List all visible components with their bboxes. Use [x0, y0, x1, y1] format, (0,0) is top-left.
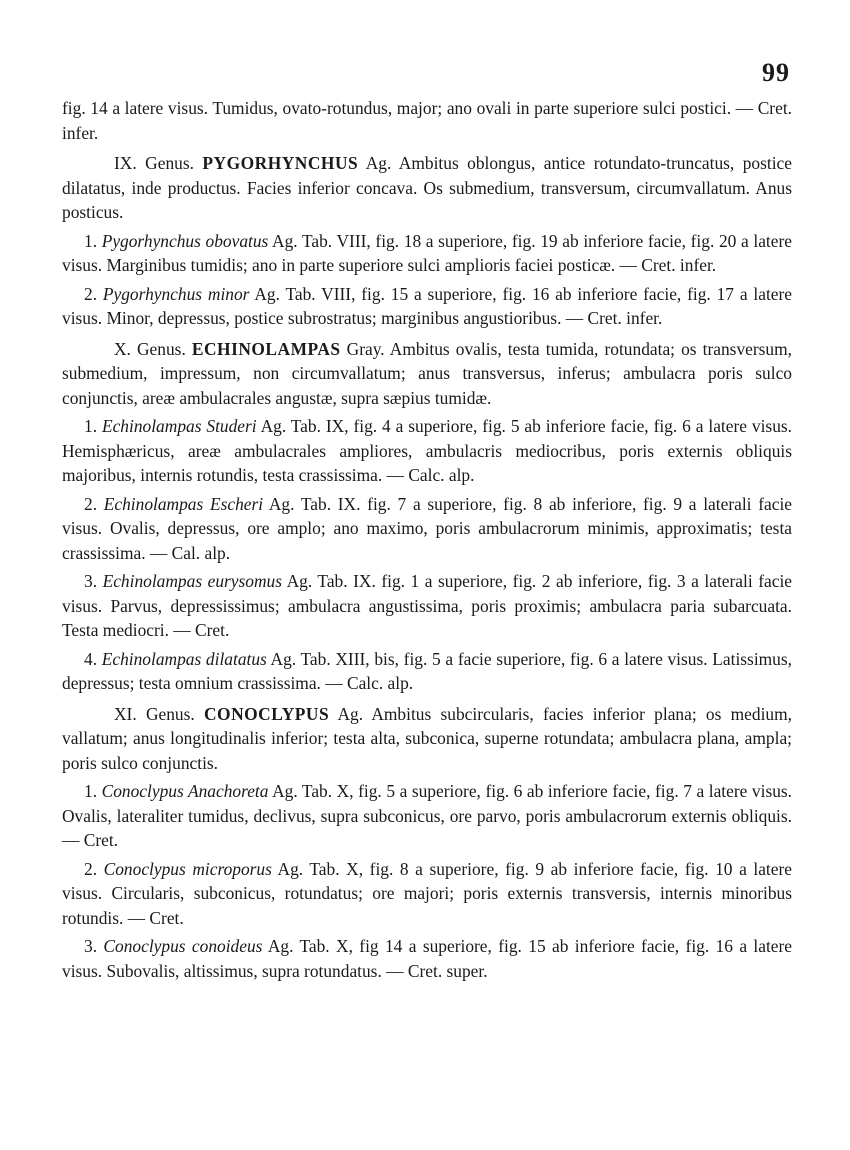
continuation-paragraph [62, 96, 792, 145]
genus-paragraph [62, 337, 792, 411]
paragraph-text: Ag. Tab. IX, fig. 4 a superiore, fig. 5 ab inferiore facie, fig. 6 a latere visus. Hemisphæricus, areæ ambulacrales ampliores, ambulacris mediocribus, poris externis obliquis majoribus, internis rotundis, testa crassissima. — Calc. alp. [62, 416, 793, 485]
species-paragraph [62, 857, 792, 931]
paragraph-text: Ag. Ambitus oblongus, antice rotundato-truncatus, postice dilatatus, inde productus. Facies inferior concava. Os submedium, transversum, circumvallatum. Anus posticus. [62, 153, 792, 222]
species-paragraph [62, 934, 792, 983]
paragraph-text: 4. [84, 648, 102, 669]
paragraph-text: Ag. Tab. X, fig 14 a superiore, fig. 15 ab inferiore facie, fig. 16 a latere visus. Subovalis, altissimus, supra rotundatus. — Cret. super. [62, 936, 793, 981]
paragraph-text: X. Genus. [114, 338, 192, 359]
paragraph-text: Ag. Tab. VIII, fig. 18 a superiore, fig. 19 ab inferiore facie, fig. 20 a latere visus. Marginibus tumidis; ano in parte superiore sulci amplioris faciei posticæ. — Cret. infer. [62, 230, 792, 275]
species-paragraph [62, 647, 792, 696]
species-name: Echinolampas eurysomus [102, 571, 283, 591]
species-name: Conoclypus conoideus [103, 936, 263, 956]
paragraph-text: Ag. Tab. XIII, bis, fig. 5 a facie superiore, fig. 6 a latere visus. Latissimus, depressus; testa omnium crassissima. — Calc. alp. [62, 648, 792, 693]
species-name: Conoclypus Anachoreta [101, 781, 269, 801]
species-paragraph [62, 229, 792, 278]
genus-paragraph [62, 702, 792, 776]
paragraph-text: 1. [84, 781, 102, 801]
page-body [62, 96, 792, 987]
paragraph-text: Gray. Ambitus ovalis, testa tumida, rotundata; os transversum, submedium, impressum, non circumvallatum; anus transversus, inferus; ambulacra poris sulco conjunctis, areæ ambulacrales angustæ, supra sæpius tumidæ. [62, 338, 792, 408]
paragraph-text: Ag. Tab. VIII, fig. 15 a superiore, fig. 16 ab inferiore facie, fig. 17 a latere visus. Minor, depressus, postice subrostratus; marginibus angustioribus. — Cret. infer. [62, 283, 793, 328]
genus-paragraph [62, 151, 792, 225]
genus-name: CONOCLYPUS [204, 703, 330, 724]
species-name: Echinolampas Studeri [101, 416, 257, 436]
paragraph-text: Ag. Ambitus subcircularis, facies inferior plana; os medium, vallatum; anus longitudinalis inferior; testa alta, subconica, superne rotundata; ambulacra plana, ampla; poris sulco conjunctis. [62, 703, 792, 773]
paragraph-text: fig. 14 a latere visus. Tumidus, ovato-rotundus, major; ano ovali in parte superiore sulci postici. — Cret. infer. [62, 98, 792, 143]
paragraph-text: 1. [84, 230, 102, 251]
species-name: Echinolampas dilatatus [101, 648, 267, 669]
paragraph-text: 2. [84, 493, 104, 514]
species-paragraph [62, 282, 792, 331]
paragraph-text: Ag. Tab. IX. fig. 7 a superiore, fig. 8 ab inferiore, fig. 9 a laterali facie visus. Ovalis, depressus, ore amplo; ano maximo, poris ambulacrorum minimis, approximatis; testa crassissima. — Cal. alp. [62, 493, 792, 563]
species-paragraph [62, 492, 792, 566]
paragraph-text: Ag. Tab. X, fig. 5 a superiore, fig. 6 ab inferiore facie, fig. 7 a latere visus. Ovalis, lateraliter tumidus, declivus, supra subconicus, ore parvo, poris ambulacrorum externis obliquis. — Cret. [62, 781, 793, 850]
paragraph-text: 2. [84, 858, 104, 879]
genus-name: PYGORHYNCHUS [202, 153, 359, 173]
paragraph-text: 3. [84, 936, 104, 956]
species-paragraph [62, 779, 792, 853]
species-paragraph [62, 414, 792, 488]
paragraph-text: IX. Genus. [114, 153, 203, 173]
species-name: Conoclypus microporus [103, 858, 272, 879]
species-paragraph [62, 569, 792, 643]
genus-name: ECHINOLAMPAS [191, 338, 341, 359]
paragraph-text: 2. [84, 283, 103, 304]
paragraph-text: Ag. Tab. X, fig. 8 a superiore, fig. 9 ab inferiore facie, fig. 10 a latere visus. Circularis, subconicus, rotundatus; ore majori; poris externis transversis, internis minoribus rotundis. — Cret. [62, 858, 792, 928]
species-name: Pygorhynchus obovatus [101, 230, 269, 251]
paragraph-text: Ag. Tab. IX. fig. 1 a superiore, fig. 2 ab inferiore, fig. 3 a laterali facie visus. Parvus, depressissimus; ambulacra angustissima, poris proximis; ambulacra paria subarcuata. Testa mediocri. — Cret. [62, 571, 793, 640]
paragraph-text: XI. Genus. [114, 703, 204, 724]
paragraph-text: 1. [84, 416, 102, 436]
paragraph-text: 3. [84, 571, 103, 591]
page-number: 99 [762, 58, 790, 87]
species-name: Echinolampas Escheri [103, 493, 264, 514]
species-name: Pygorhynchus minor [102, 283, 250, 304]
